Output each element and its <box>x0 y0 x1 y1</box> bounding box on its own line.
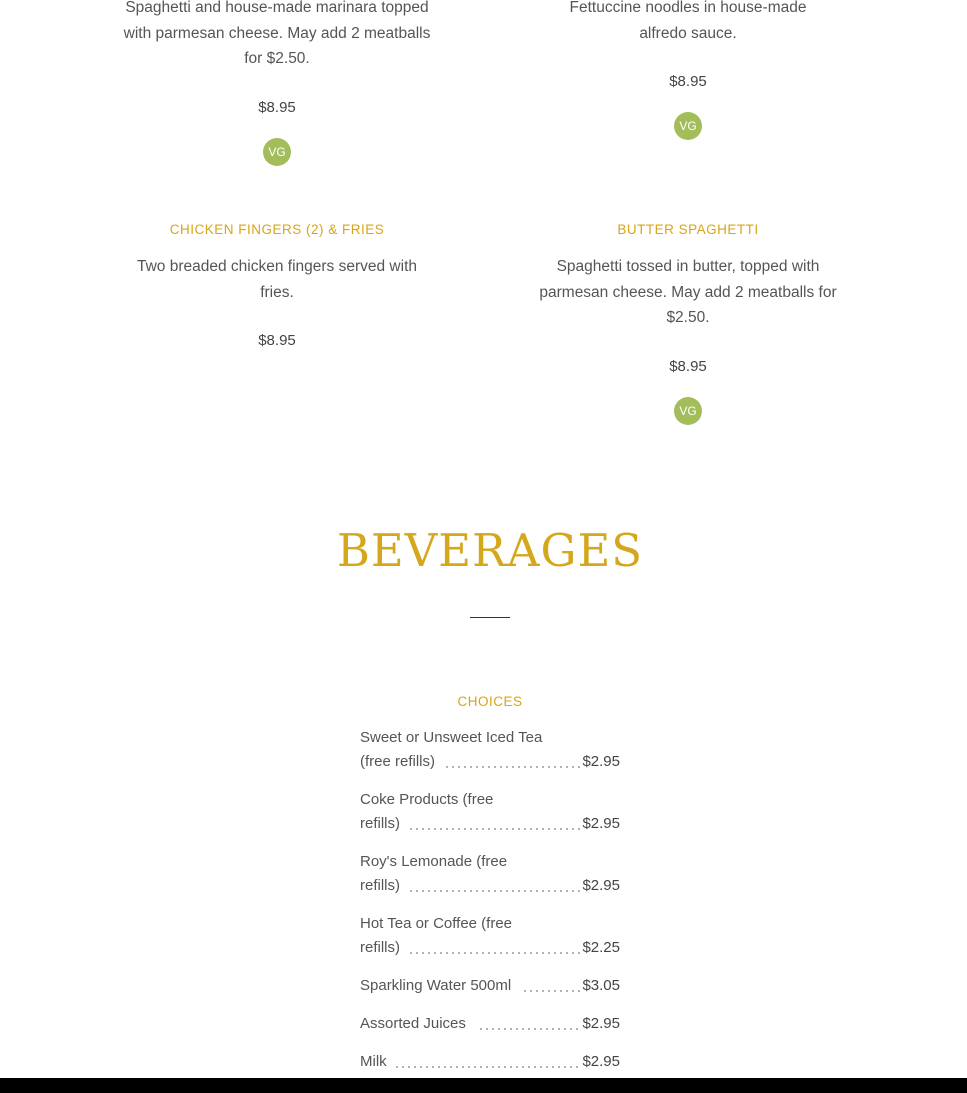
dot-leader <box>394 1064 580 1070</box>
beverage-name: Roy's Lemonade (free refills) <box>360 853 508 894</box>
item-price: $8.95 <box>258 99 296 116</box>
menu-item-spaghetti-marinara <box>122 0 432 159</box>
beverage-item <box>360 788 620 836</box>
beverage-item <box>360 912 620 960</box>
beverage-name: Coke Products (free refills) <box>360 791 494 832</box>
vegetarian-badge: VG <box>263 138 291 166</box>
beverage-price: $2.95 <box>582 877 620 894</box>
section-divider <box>470 617 510 618</box>
vegetarian-badge: VG <box>674 112 702 140</box>
beverage-item <box>360 726 620 774</box>
item-description: Spaghetti tossed in butter, topped with parmesan cheese. May add 2 meatballs for $2.50. <box>539 258 837 326</box>
beverage-item <box>360 850 620 898</box>
dot-leader <box>444 764 580 770</box>
beverage-item <box>360 1050 620 1074</box>
item-title: BUTTER SPAGHETTI <box>617 222 759 237</box>
beverage-price: $2.95 <box>582 753 620 770</box>
page-bottom-bar <box>0 1078 967 1093</box>
beverage-name: Hot Tea or Coffee (free refills) <box>360 915 513 956</box>
item-price: $8.95 <box>669 358 707 375</box>
beverage-item <box>360 1012 620 1036</box>
item-price: $8.95 <box>258 332 296 349</box>
dot-leader <box>408 826 580 832</box>
dot-leader <box>522 988 580 994</box>
beverage-name: Assorted Juices <box>360 1015 466 1032</box>
beverage-name: Sweet or Unsweet Iced Tea (free refills) <box>360 729 543 770</box>
item-title: CHICKEN FINGERS (2) & FRIES <box>169 222 385 237</box>
section-title-beverages: BEVERAGES <box>336 524 644 577</box>
vegetarian-badge: VG <box>674 397 702 425</box>
item-description: Fettuccine noodles in house-made alfredo sauce. <box>569 0 807 42</box>
beverage-price: $2.95 <box>582 815 620 832</box>
item-description: Two breaded chicken fingers served with fries. <box>136 258 417 301</box>
item-price: $8.95 <box>669 73 707 90</box>
dot-leader <box>408 950 580 956</box>
beverage-price: $2.95 <box>582 1015 620 1032</box>
dot-leader <box>478 1026 580 1032</box>
item-description: Spaghetti and house-made marinara topped with parmesan cheese. May add 2 meatballs for $2.50. <box>123 0 431 67</box>
dot-leader <box>408 888 580 894</box>
beverages-subtitle: CHOICES <box>457 694 523 709</box>
beverage-name: Milk <box>360 1053 387 1070</box>
menu-item-fettuccine-alfredo <box>538 0 838 133</box>
beverage-item <box>360 974 620 998</box>
beverage-price: $2.95 <box>582 1053 620 1070</box>
beverage-name: Sparkling Water 500ml <box>360 977 512 994</box>
beverage-price: $3.05 <box>582 977 620 994</box>
beverage-price: $2.25 <box>582 939 620 956</box>
